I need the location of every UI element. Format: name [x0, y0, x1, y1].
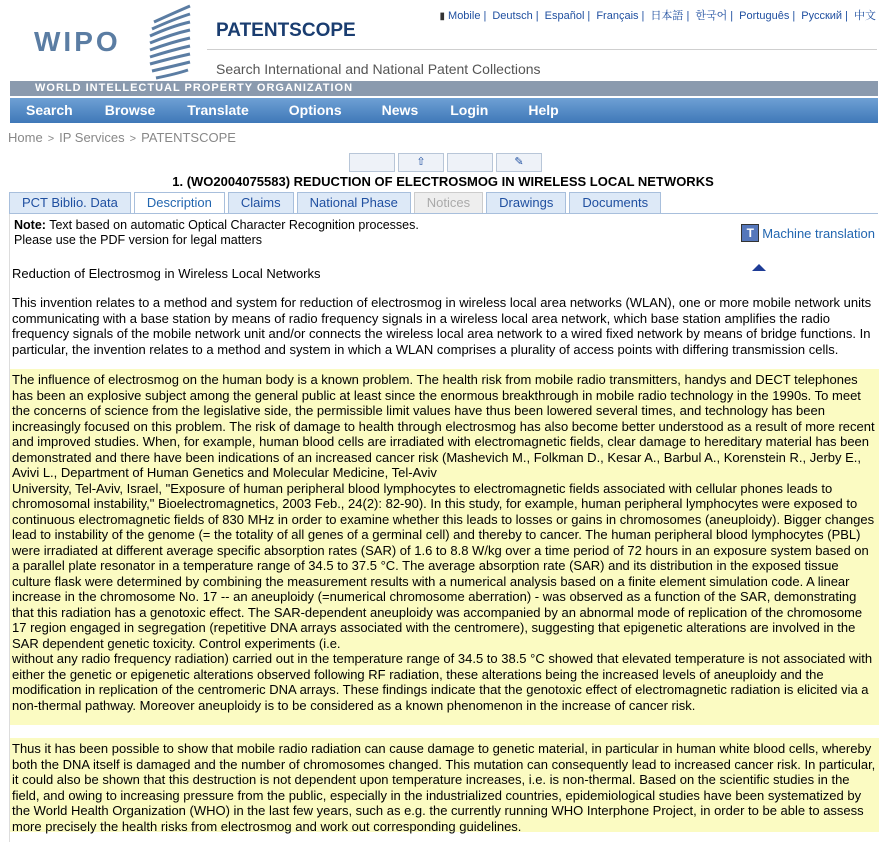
paragraph-line: without any radio frequency radiation) carried out in the temperature range of 34.5 to 38.5 °C showed that elevated temperature is not associated with either the genetic or epigenetic alterations observed following RF radiation, these alterations being the increased levels of aneuploidy and the modification in replication of the centromeric DNA arrays. These findings indicate that the genotoxic effect of electromagnetic radiation is elicited via a non-thermal pathway. Moreover aneuploidy is to be considered as a known phenomenon in the increase of cancer risk.: [12, 651, 873, 713]
nav-news[interactable]: News: [381, 102, 419, 118]
nav-search[interactable]: Search: [26, 102, 73, 118]
up-arrow-icon: ⇧: [416, 156, 426, 168]
prev-record-button[interactable]: [349, 153, 395, 172]
record-title: 1. (WO2004075583) REDUCTION OF ELECTROSMOG IN WIRELESS LOCAL NETWORKS: [172, 174, 714, 189]
next-record-button[interactable]: [447, 153, 493, 172]
lang-russian[interactable]: Русский: [801, 10, 843, 22]
lang-chinese[interactable]: 中文: [854, 10, 876, 22]
note-label: Note:: [14, 218, 46, 232]
nav-options[interactable]: Options: [288, 102, 342, 118]
nav-translate[interactable]: Translate: [187, 102, 249, 118]
document-title: Reduction of Electrosmog in Wireless Local Networks: [12, 266, 321, 281]
header-divider: [207, 49, 877, 50]
edit-icon: ✎: [514, 156, 524, 168]
tab-claims[interactable]: Claims: [228, 192, 294, 213]
logo-text: WIPO: [34, 26, 121, 57]
paragraph-text: Thus it has been possible to show that mobile radio radiation can cause damage to genetic material, in particular in human white blood cells, whereby both the DNA itself is damaged and the number of chromosomes changed. This mutation can consequently lead to increased cancer risk. In particular, it could also be shown that this destruction is not dependent upon temperature increases, i.e. is non-thermal. Based on the scientific studies in the field, and owing to increasing pressure from the public, especially in the industrialized countries, epidemiological studies have been systematized by the World Health Organization (WHO) in the last few years, such as e.g. the currently running WHO Interphone Project, in order to be able to assess more precisely the health risks from electrosmog and work out corresponding guidelines.: [12, 741, 876, 834]
paragraph-line: demonstrated and there have been indications of an increased cancer risk (Mashevich M., Folkman D., Kesar A., Barbul A., Korenstein R., Jerby E., Avivi L., Department of Human Genetics and Molecular Medicine, Tel-Aviv: [12, 449, 862, 480]
lang-portugues[interactable]: Português: [739, 10, 790, 22]
tagline: Search International and National Patent Collections: [216, 61, 541, 77]
wipo-logo[interactable]: [34, 4, 194, 82]
breadcrumb-ip-services[interactable]: IP Services: [59, 130, 125, 145]
translate-icon: T: [741, 224, 759, 242]
highlighted-paragraph-2: [10, 738, 879, 832]
tab-description[interactable]: Description: [134, 192, 225, 213]
tab-pct-biblio[interactable]: PCT Biblio. Data: [9, 192, 131, 213]
breadcrumb-separator: >: [47, 133, 55, 145]
breadcrumb-separator: >: [129, 133, 137, 145]
mobile-icon: ▮: [439, 11, 445, 22]
scroll-top-icon[interactable]: [752, 264, 766, 271]
note-line1: Text based on automatic Optical Character Recognition processes.: [45, 218, 419, 232]
tab-national-phase[interactable]: National Phase: [297, 192, 411, 213]
lang-deutsch[interactable]: Deutsch: [492, 10, 533, 22]
tab-notices: Notices: [414, 192, 483, 213]
lang-mobile[interactable]: Mobile: [448, 10, 481, 22]
description-panel: [9, 214, 879, 842]
nav-login[interactable]: Login: [450, 102, 489, 118]
machine-translation-label[interactable]: Machine translation: [762, 225, 875, 241]
org-name: WORLD INTELLECTUAL PROPERTY ORGANIZATION: [35, 82, 354, 94]
tab-documents[interactable]: Documents: [569, 192, 661, 213]
highlighted-paragraph-1: [10, 369, 879, 725]
breadcrumb-home[interactable]: Home: [8, 130, 43, 145]
machine-translation-link[interactable]: [741, 224, 875, 242]
breadcrumb-patentscope: PATENTSCOPE: [141, 130, 236, 145]
logo-stripes-icon: [146, 4, 194, 82]
ocr-note: [14, 218, 419, 248]
edit-button[interactable]: [496, 153, 542, 172]
org-bar: [10, 81, 878, 96]
lang-francais[interactable]: Français: [596, 10, 639, 22]
lang-korean[interactable]: 한국어: [695, 10, 728, 22]
record-toolbar: [349, 153, 542, 172]
abstract-text: This invention relates to a method and system for reduction of electrosmog in wireless local area networks (WLAN), one or more mobile network units communicating with a base station by means of radio frequency signals in a wireless local area network, which base station amplifies the radio frequency signals of the mobile network unit and/or connects the wireless local area network to a wired fixed network by means of bridge functions. In particular, the invention relates to a method and system in which a WLAN comprises a plurality of access points with differing transmission cells.: [12, 295, 872, 357]
breadcrumb: [8, 130, 236, 145]
lang-japanese[interactable]: 日本語: [650, 10, 684, 22]
tab-bar: [9, 192, 661, 213]
tab-drawings[interactable]: Drawings: [486, 192, 566, 213]
product-name[interactable]: PATENTSCOPE: [216, 20, 356, 41]
up-arrow-button[interactable]: [398, 153, 444, 172]
lang-espanol[interactable]: Español: [544, 10, 585, 22]
language-bar: ▮ Mobile | Deutsch | Español | Français | 日本語 | 한국어 | Português | Русский | 中文: [439, 10, 876, 22]
nav-help[interactable]: Help: [528, 102, 559, 118]
paragraph-line: University, Tel-Aviv, Israel, "Exposure of human peripheral blood lymphocytes to electromagnetic fields associated with cellular phones leads to chromosomal instability," Bioelectromagnetics, 2003 Feb., 24(2): 82-90). In this study, for example, human peripheral lymphocytes were exposed to continuous electromagnetic fields of 830 MHz in order to examine whether this leads to losses or gains in chromosomes (aneuploidy). Bigger changes lead to instability of the genome (= the totality of all genes of a germinal cell) and thereby to cancer. The human peripheral blood lymphocytes (PBL) were irradiated at different average specific absorption rates (SAR) of 1.6 to 8.8 W/kg over a time period of 72 hours in an exposure system based on a parallel plate resonator in a temperature range of 34.5 to 37.5 °C. The average absorption rate (SAR) and its distribution in the exposed tissue culture flask were determined by combining the measurement results with a numerical analysis based on a finite element simulation code. A linear increase in the chromosome No. 17 -- an aneuploidy (=numerical chromosome aberration) - was observed as a function of the SAR, demonstrating that this radiation has a genotoxic effect. The SAR-dependent aneuploidy was accompanied by an abnormal mode of replication of the chromosome 17 region engaged in segregation (repetitive DNA arrays associated with the centromere), suggesting that epigenetic alterations are involved in the SAR dependent genetic toxicity. Control experiments (i.e.: [12, 480, 875, 651]
paragraph-line: The influence of electrosmog on the human body is a known problem. The health risk from mobile radio transmitters, handys and DECT telephones has been an explosive subject among the general public at least since the enormous breakthrough in mobile radio technology in the 1990s. To meet the concerns of science from the legislative side, the permissible limit values have thus been lowered several times, and technology has been increasingly focused on this problem. The risk of damage to health through electrosmog has also become better understood as a result of more recent and improved studies. When, for example, human blood cells are irradiated with electromagnetic fields, clear damage to hereditary material has been: [12, 372, 875, 449]
nav-browse[interactable]: Browse: [104, 102, 156, 118]
note-line2: Please use the PDF version for legal matters: [14, 233, 263, 247]
main-nav: [10, 98, 878, 123]
